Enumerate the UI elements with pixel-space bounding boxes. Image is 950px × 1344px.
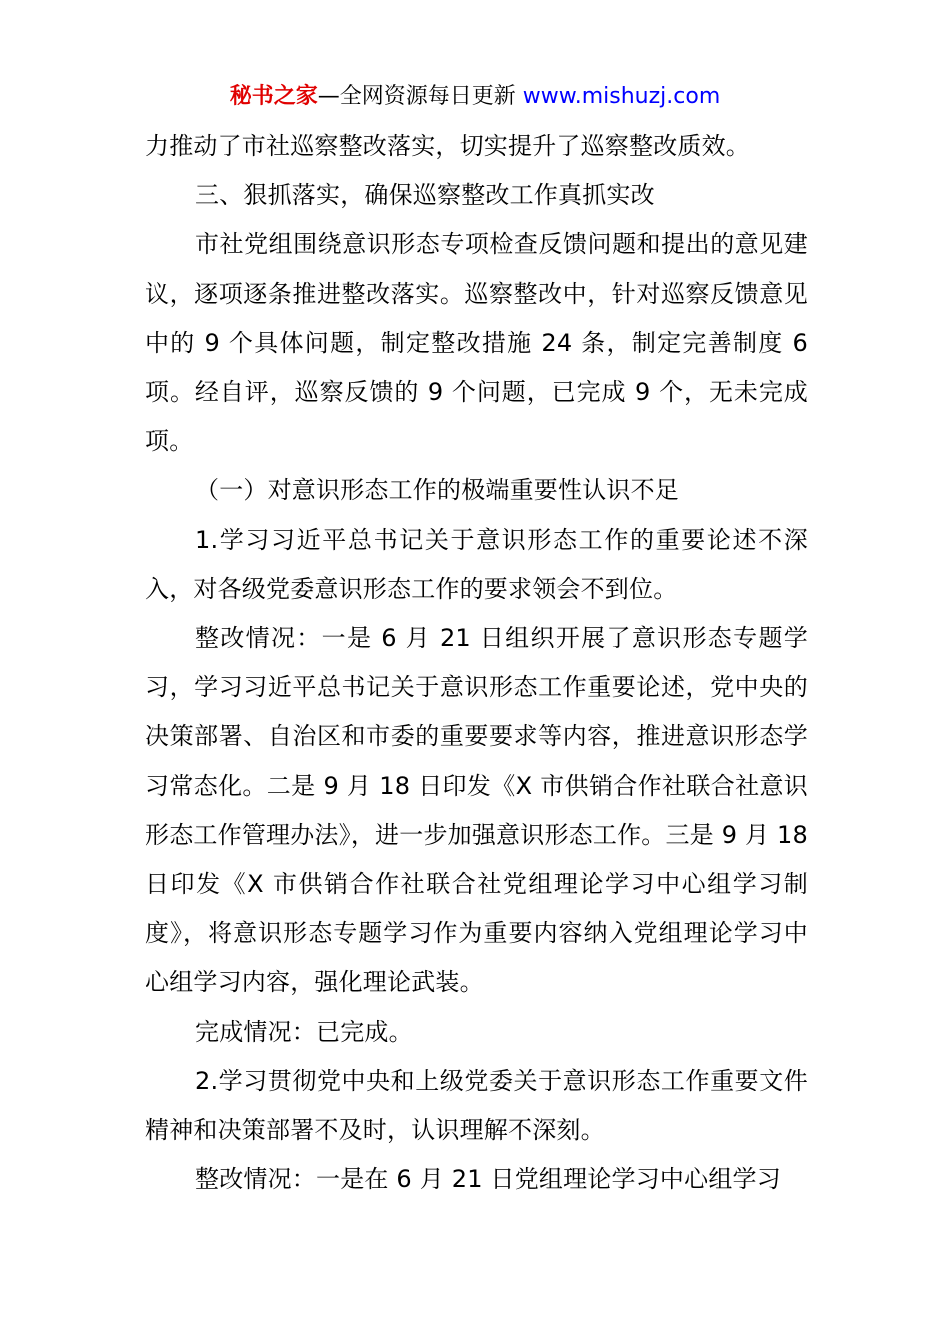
subsection-heading-1: （一）对意识形态工作的极端重要性认识不足 xyxy=(195,476,679,505)
document-body xyxy=(145,122,808,1204)
completion-status-1: 完成情况：已完成。 xyxy=(195,1017,413,1046)
header-tagline: —全网资源每日更新 xyxy=(317,84,523,109)
header-url-link[interactable]: www.mishuzj.com xyxy=(522,84,721,109)
issue-item-2: 2.学习贯彻党中央和上级党委关于意识形态工作重要文件精神和决策部署不及时，认识理解不深刻。 xyxy=(145,1066,808,1145)
rectification-status-1: 整改情况：一是 6 月 21 日组织开展了意识形态专题学习，学习习近平总书记关于意识形态工作重要论述，党中央的决策部署、自治区和市委的重要要求等内容，推进意识形态学习常态化。二是 9 月 18 日印发《X 市供销合作社联合社意识形态工作管理办法》，进一步加强意识形态工作。三是 9 月 18 日印发《X 市供销合作社联合社党组理论学习中心组学习制度》，将意识形态专题学习作为重要内容纳入党组理论学习中心组学习内容，强化理论武装。 xyxy=(145,624,808,997)
rectification-status-2: 整改情况：一是在 6 月 21 日党组理论学习中心组学习 xyxy=(195,1165,781,1194)
section-heading-3: 三、狠抓落实，确保巡察整改工作真抓实改 xyxy=(195,181,655,210)
watermark-header xyxy=(0,80,950,114)
issue-item-1: 1.学习习近平总书记关于意识形态工作的重要论述不深入，对各级党委意识形态工作的要求领会不到位。 xyxy=(145,525,808,603)
paragraph-continuation: 力推动了市社巡察整改落实，切实提升了巡察整改质效。 xyxy=(145,132,750,160)
brand-name: 秘书之家 xyxy=(229,84,318,109)
paragraph-overview: 市社党组围绕意识形态专项检查反馈问题和提出的意见建议，逐项逐条推进整改落实。巡察整改中，针对巡察反馈意见中的 9 个具体问题，制定整改措施 24 条，制定完善制度 6 项。经自评，巡察反馈的 9 个问题，已完成 9 个，无未完成项。 xyxy=(145,230,808,456)
